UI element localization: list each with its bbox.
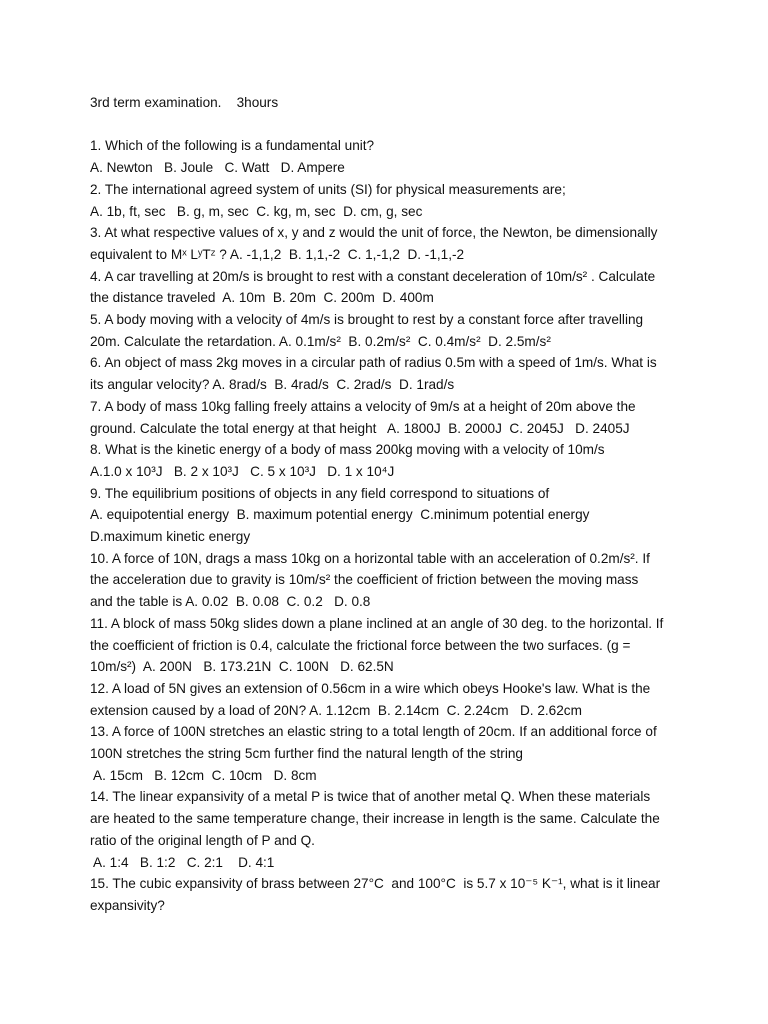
text-line: 5. A body moving with a velocity of 4m/s is brought to rest by a constant force after travelling [90,312,644,328]
text-line: extension caused by a load of 20N? A. 1.12cm B. 2.14cm C. 2.24cm D. 2.62cm [90,702,582,718]
text-line: 20m. Calculate the retardation. A. 0.1m/s² B. 0.2m/s² C. 0.4m/s² D. 2.5m/s² [90,333,551,349]
text-line: the coefficient of friction is 0.4, calculate the frictional force between the two surfaces. (g = [90,637,631,653]
text-line: 15. The cubic expansivity of brass between 27°C and 100°C is 5.7 x 10⁻⁵ K⁻¹, what is it linear [90,876,661,892]
spacer [90,114,690,136]
text-line: are heated to the same temperature change, their increase in length is the same. Calculate the [90,811,660,827]
text-line: 13. A force of 100N stretches an elastic string to a total length of 20cm. If an additional force of [90,724,657,740]
text-line: 8. What is the kinetic energy of a body of mass 200kg moving with a velocity of 10m/s [90,442,605,458]
text-line: 11. A block of mass 50kg slides down a plane inclined at an angle of 30 deg. to the horizontal. If [90,615,664,631]
text-line: and the table is A. 0.02 B. 0.08 C. 0.2 D. 0.8 [90,594,371,610]
text-line: A. Newton B. Joule C. Watt D. Ampere [90,160,345,176]
text-line: ground. Calculate the total energy at that height A. 1800J B. 2000J C. 2045J D. 2405J [90,420,630,436]
text-line: 14. The linear expansivity of a metal P is twice that of another metal Q. When these materials [90,789,651,805]
text-line: 4. A car travelling at 20m/s is brought to rest with a constant deceleration of 10m/s² . Calculate [90,268,656,284]
text-line: A.1.0 x 10³J B. 2 x 10³J C. 5 x 10³J D. 1 x 10⁴J [90,463,395,479]
text-line: the distance traveled A. 10m B. 20m C. 200m D. 400m [90,290,434,306]
text-line: the acceleration due to gravity is 10m/s² the coefficient of friction between the moving mass [90,572,639,588]
text-line: 1. Which of the following is a fundamental unit? [90,138,375,154]
exam-header: 3rd term examination. 3hours [90,95,279,110]
text-line: 10m/s²) A. 200N B. 173.21N C. 100N D. 62.5N [90,659,394,675]
text-line: expansivity? [90,898,165,913]
text-line: 100N stretches the string 5cm further find the natural length of the string [90,746,523,762]
text-line: 10. A force of 10N, drags a mass 10kg on a horizontal table with an acceleration of 0.2m/s². If [90,550,650,566]
text-line: ratio of the original length of P and Q. [90,832,315,848]
text-line: A. 15cm B. 12cm C. 10cm D. 8cm [90,767,317,783]
text-line: its angular velocity? A. 8rad/s B. 4rad/s C. 2rad/s D. 1rad/s [90,377,455,393]
text-line: A. equipotential energy B. maximum potential energy C.minimum potential energy [90,507,590,523]
text-line: 2. The international agreed system of units (SI) for physical measurements are; [90,181,566,197]
text-line: A. 1b, ft, sec B. g, m, sec C. kg, m, sec D. cm, g, sec [90,203,423,219]
text-line: 9. The equilibrium positions of objects in any field correspond to situations of [90,485,550,501]
exam-document [90,92,690,917]
text-line: A. 1:4 B. 1:2 C. 2:1 D. 4:1 [90,854,275,870]
text-line: 7. A body of mass 10kg falling freely attains a velocity of 9m/s at a height of 20m above the [90,398,636,414]
text-line: D.maximum kinetic energy [90,529,251,545]
text-line: 12. A load of 5N gives an extension of 0.56cm in a wire which obeys Hooke's law. What is the [90,680,651,696]
text-line: 3. At what respective values of x, y and z would the unit of force, the Newton, be dimensionally [90,225,658,241]
question-list [90,135,690,916]
text-line: 6. An object of mass 2kg moves in a circular path of radius 0.5m with a speed of 1m/s. What is [90,355,657,371]
text-line: equivalent to Mˣ LʸTᶻ ? A. -1,1,2 B. 1,1,-2 C. 1,-1,2 D. -1,1,-2 [90,246,465,262]
